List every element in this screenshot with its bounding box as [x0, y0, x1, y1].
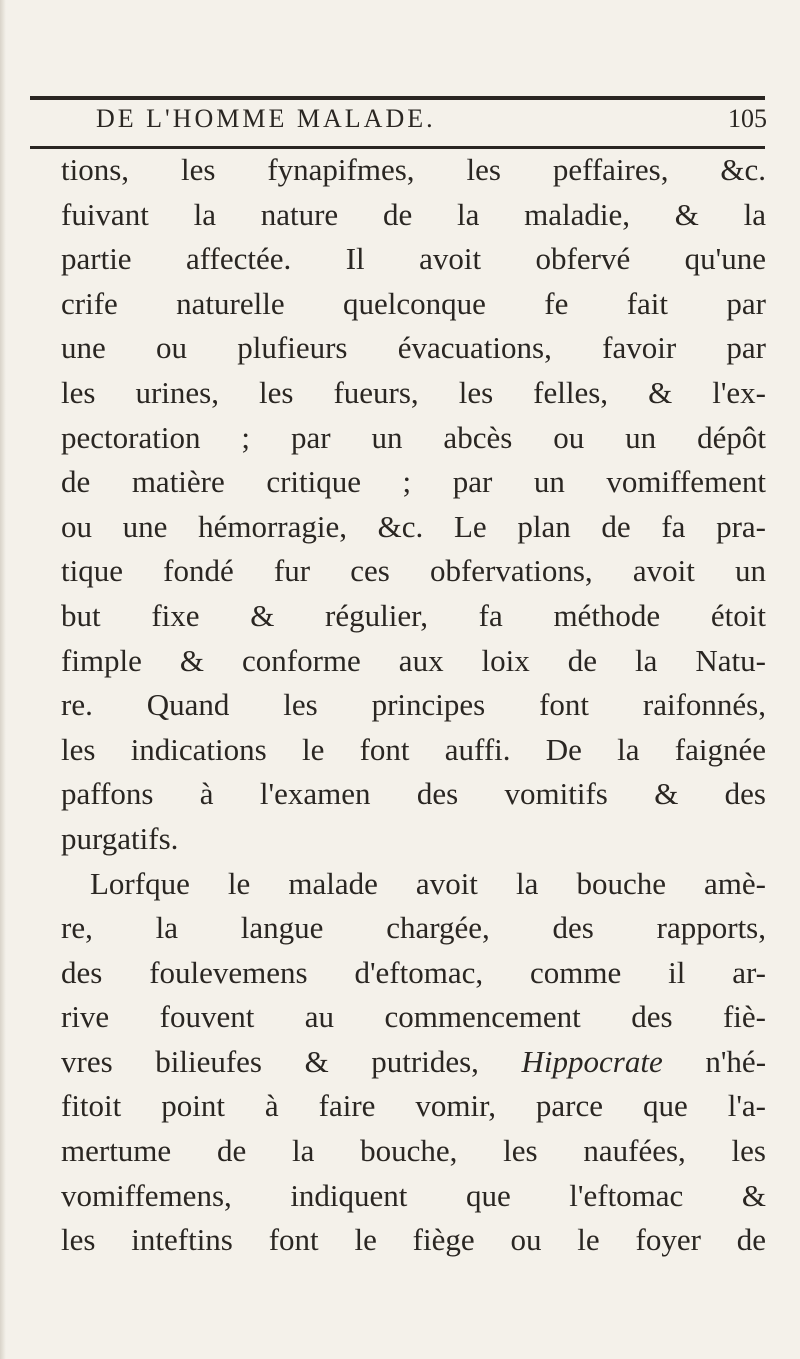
text-line	[30, 1040, 766, 1085]
text-line: tions, les fynapifmes, les peffaires, &c.	[61, 152, 766, 187]
text-line: fitoit point à faire vomir, parce que l'a-	[61, 1088, 766, 1124]
text-line: les inteftins font le fiège ou le foyer de	[61, 1222, 766, 1258]
text-line: re. Quand les principes font raifonnés,	[61, 687, 766, 723]
text-line: crife naturelle quelconque fe fait par	[61, 285, 766, 321]
text-line: les indications le font auffi. De la faignée	[61, 731, 766, 767]
text-line: rive fouvent au commencement des fiè-	[61, 999, 766, 1035]
text-line: paffons à l'examen des vomitifs & des	[61, 776, 766, 812]
page-gutter-shadow	[0, 0, 6, 1359]
text-line: pectoration ; par un abcès ou un dépôt	[61, 419, 766, 455]
text-line: re, la langue chargée, des rapports,	[61, 910, 766, 946]
text-line: des foulevemens d'eftomac, comme il ar-	[61, 954, 766, 990]
body-text	[30, 148, 766, 1263]
text-line: mertume de la bouche, les naufées, les	[61, 1133, 766, 1169]
text-line: une ou plufieurs évacuations, favoir par	[61, 330, 766, 366]
author-name: Hippocrate	[521, 1043, 663, 1079]
header-rule-top	[30, 96, 765, 100]
text-line: purgatifs.	[61, 820, 179, 856]
text-line: les urines, les fueurs, les felles, & l'ex-	[61, 374, 766, 410]
text-span: vres bilieufes & putrides,	[61, 1043, 479, 1079]
text-line: vomiffemens, indiquent que l'eftomac &	[61, 1177, 766, 1213]
page-number: 105	[728, 104, 767, 133]
text-line: Lorfque le malade avoit la bouche amè-	[90, 865, 766, 901]
text-line: ou une hémorragie, &c. Le plan de fa pra-	[61, 508, 766, 544]
text-line: tique fondé fur ces obfervations, avoit un	[61, 553, 766, 589]
text-line: fimple & conforme aux loix de la Natu-	[61, 642, 766, 678]
running-head: DE L'HOMME MALADE.	[96, 104, 436, 133]
text-line: fuivant la nature de la maladie, & la	[61, 196, 766, 232]
text-line: de matière critique ; par un vomiffement	[61, 464, 766, 500]
text-span: n'hé-	[705, 1043, 767, 1079]
text-line: but fixe & régulier, fa méthode étoit	[61, 597, 766, 633]
text-line: partie affectée. Il avoit obfervé qu'une	[61, 241, 766, 277]
